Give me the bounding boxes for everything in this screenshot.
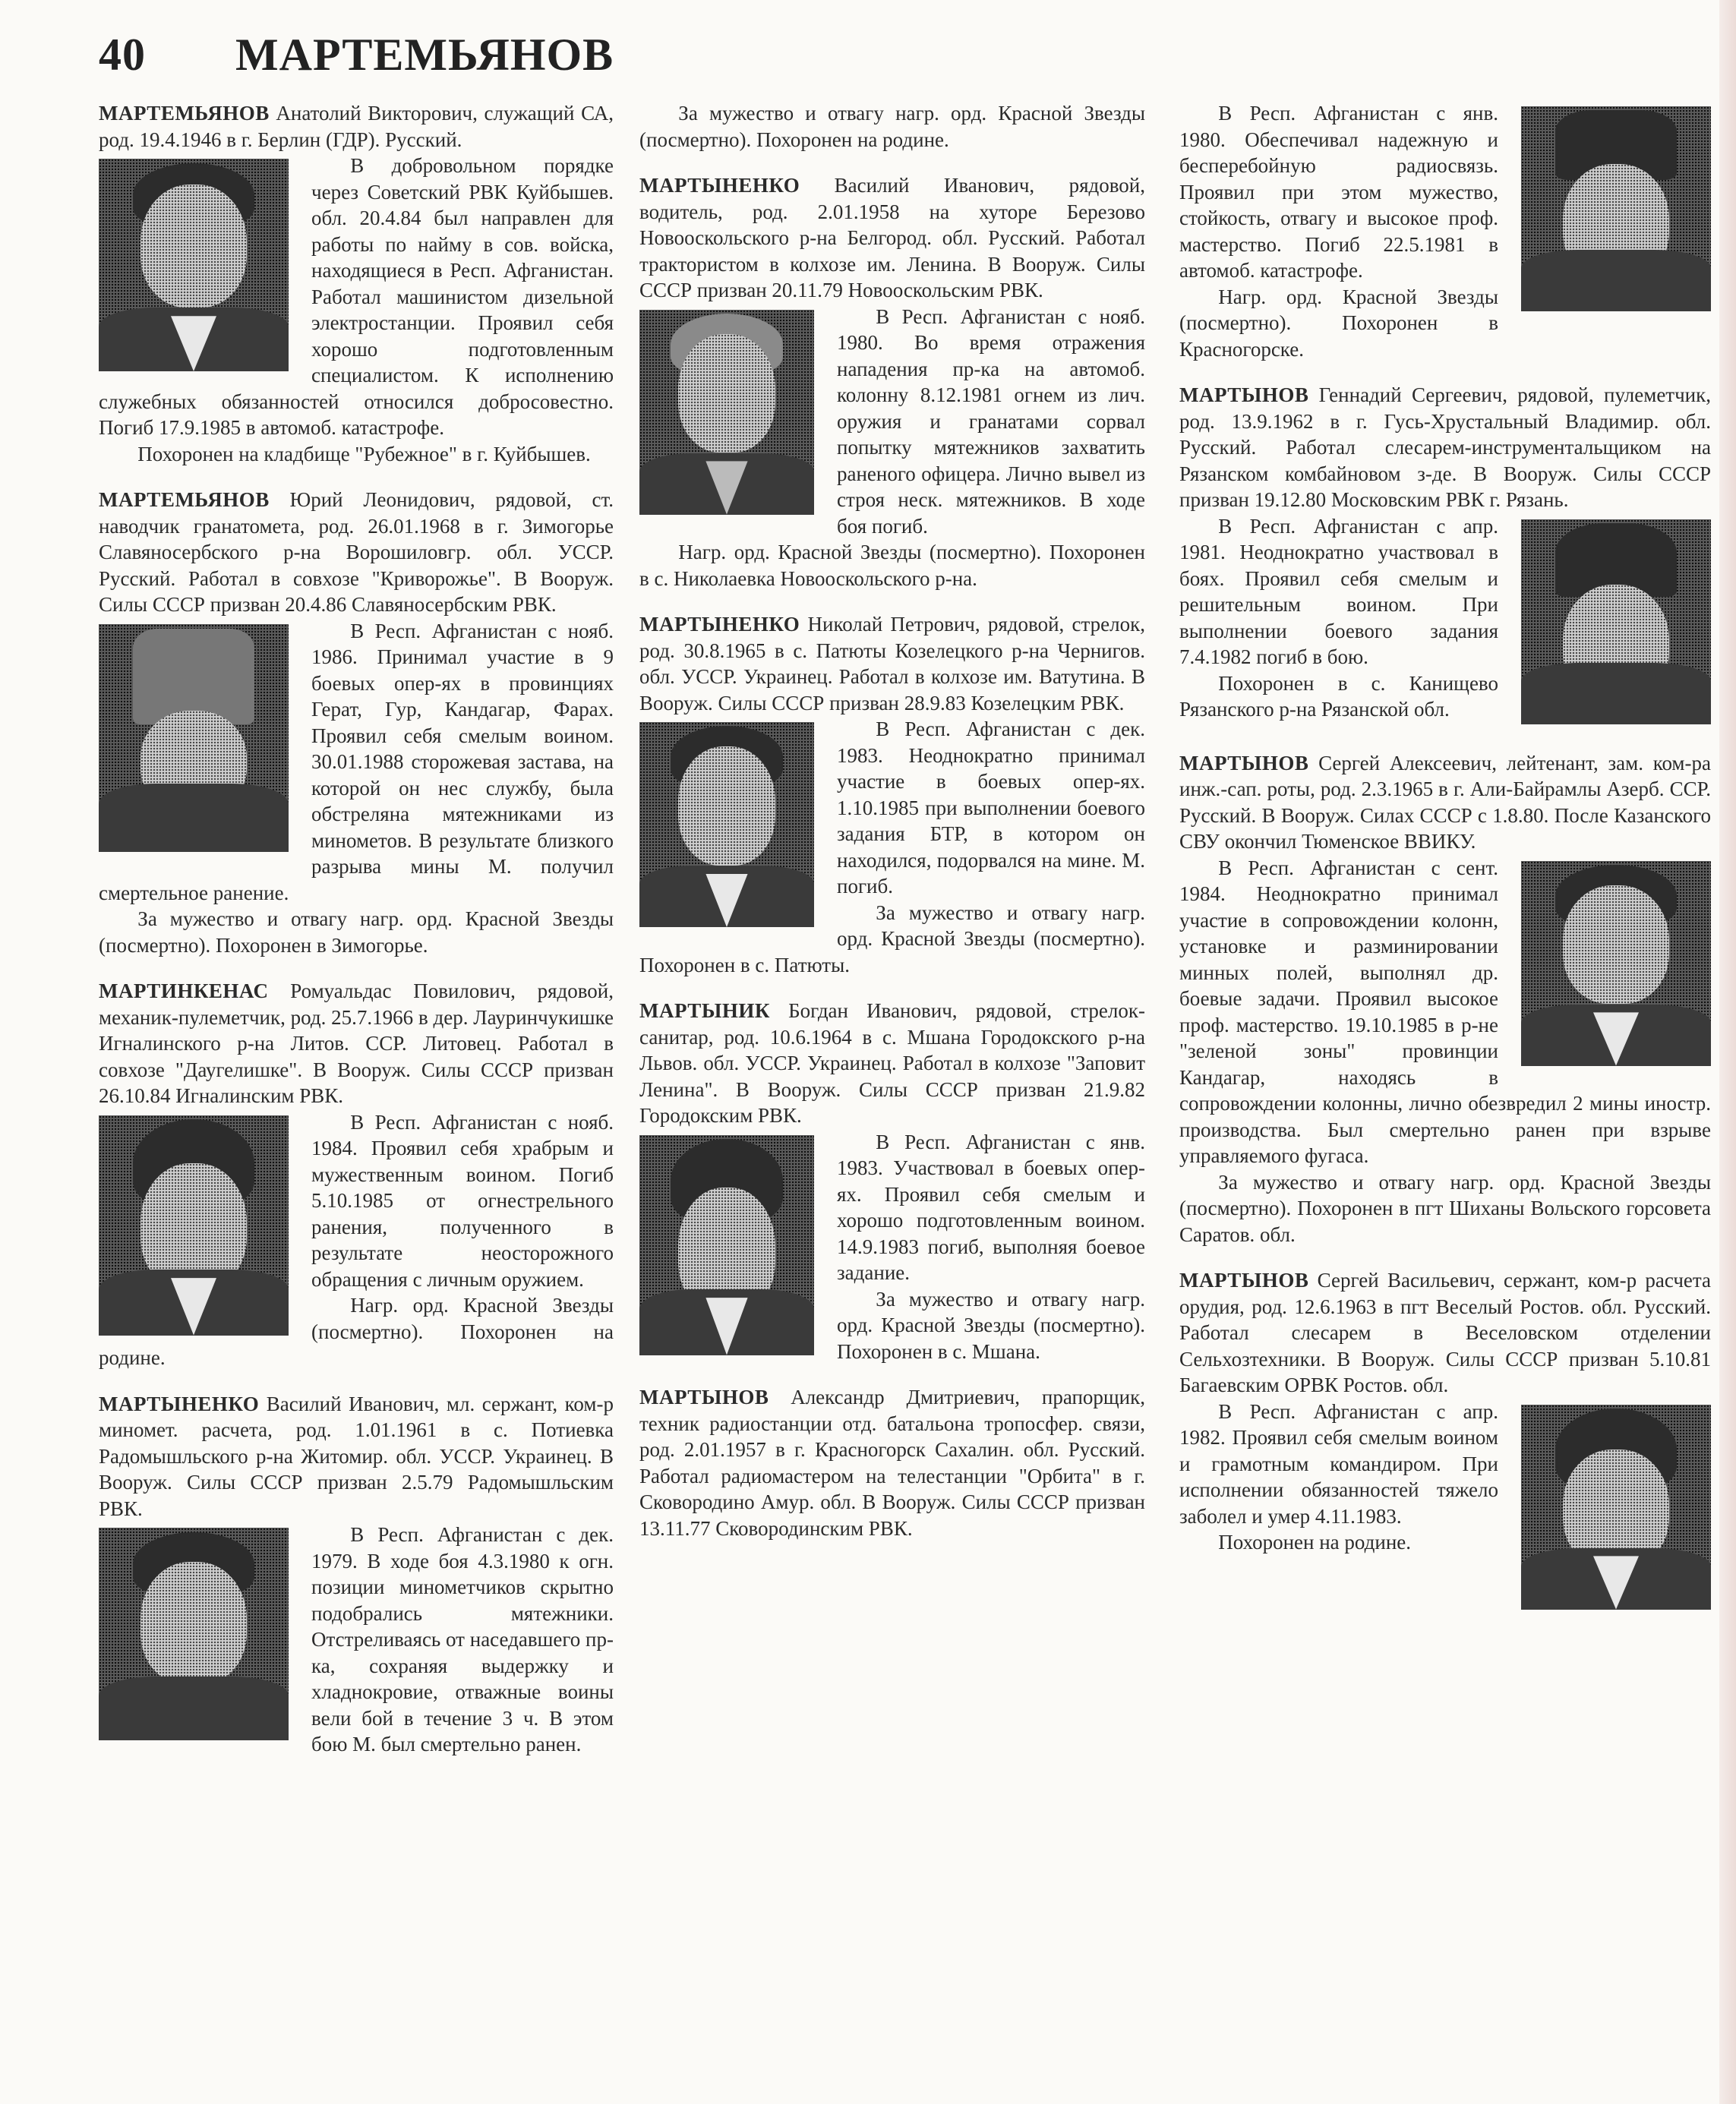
entry-lead: Николай Петрович, рядовой, стрелок, род. 30.8.1965 в с. Патюты Козелецкого р-на Чернигов. обл. УССР. Украинец. Работал в колхозе им. Ватутина. В Вооруж. Силы СССР призван 28.9.83 Козелецким РВК.	[639, 613, 1145, 714]
entry-paragraph: За мужество и отвагу нагр. орд. Красной Звезды (посмертно). Похоронен в пгт Шиханы Вольского горсовета Саратов. обл.	[1179, 1170, 1711, 1246]
entry-paragraph: В Респ. Афганистан с сент. 1984. Неоднократно принимал участие в сопровождении колонн, установке и разминировании минных полей, выполнял др. боевые задачи. Проявил высокое проф. мастерство. 19.10.1985 в р-не "зеленой зоны" провинции Кандагар, находясь в сопровождении колонны, лично обезвредил 2 мины иностр. производства. Был смертельно ранен при взрыве управляемого фугаса.	[1179, 856, 1711, 1167]
entry-paragraph: За мужество и отвагу нагр. орд. Красной Звезды (посмертно). Похоронен в с. Патюты.	[639, 901, 1145, 976]
entry-paragraph: Нагр. орд. Красной Звезды (посмертно). Похоронен на родине.	[99, 1294, 614, 1369]
portrait-photo	[639, 310, 814, 515]
page-edge	[1719, 0, 1736, 2104]
entry-surname: МАРТЕМЬЯНОВ	[99, 488, 270, 511]
entry-paragraph: Похоронен на кладбище "Рубежное" в г. Куйбышев.	[137, 442, 591, 465]
portrait-photo	[1521, 519, 1711, 724]
entry-surname: МАРТЫНЕНКО	[639, 613, 800, 636]
entry-paragraph: Нагр. орд. Красной Звезды (посмертно). Похоронен в Красногорске.	[1179, 285, 1498, 361]
entry-8	[1179, 382, 1711, 730]
entry-9	[1179, 750, 1711, 1248]
entry-lead: Василий Иванович, рядовой, водитель, род. 2.01.1958 на хуторе Березово Новооскольского р-на Белгород. обл. Русский. Работал трактористом в колхозе им. Ленина. В Вооруж. Силы СССР призван 20.11.79 Новооскольским РВК.	[639, 174, 1145, 301]
entry-lead: Сергей Васильевич, сержант, ком-р расчета орудия, род. 12.6.1963 в пгт Веселый Ростов. обл. Русский. Работал слесарем в Веселовском отделении Сельхозтехники. В Вооруж. Силы СССР призван 5.10.81 Багаевским ОРВК Ростов. обл.	[1179, 1269, 1711, 1396]
portrait-photo	[1521, 861, 1711, 1066]
entry-3-continued	[639, 100, 1145, 153]
portrait-photo	[1521, 1405, 1711, 1610]
entry-paragraph: В Респ. Афганистан с нояб. 1980. Во время отражения нападения пр-ка на автомоб. колонну 8.12.1981 огнем из лич. оружия и гранатами сорвал попытку мятежников захватить раненого офицера. Лично вывел из строя неск. мятежников. В ходе боя погиб.	[837, 304, 1145, 538]
entry-surname: МАРТЫНОВ	[1179, 383, 1309, 406]
portrait-photo	[639, 1135, 814, 1355]
column-3	[1179, 100, 1711, 1636]
entry-surname: МАРТЫНОВ	[1179, 1269, 1309, 1292]
entry-7-continued	[1179, 100, 1711, 362]
portrait-photo	[99, 1115, 289, 1336]
entry-paragraph: В Респ. Афганистан с нояб. 1984. Проявил себя храбрым и мужественным воином. Погиб 5.10.1985 от огнестрельного ранения, полученного в результате неосторожного обращения с личным оружием.	[311, 1110, 614, 1291]
entry-paragraph: Похоронен на родине.	[1218, 1531, 1412, 1554]
entry-4	[639, 172, 1145, 591]
entry-paragraph: Похоронен в с. Канищево Рязанского р-на Рязанской обл.	[1179, 671, 1498, 721]
entry-paragraph: В Респ. Афганистан с апр. 1981. Неоднократно участвовал в боях. Проявил себя смелым и решительным воином. При выполнении боевого задания 7.4.1982 погиб в бою.	[1179, 514, 1498, 668]
entry-paragraph: В Респ. Афганистан с дек. 1979. В ходе боя 4.3.1980 к огн. позиции минометчиков скрытно подобрались мятежники. Отстреливаясь от наседавшего пр-ка, сохраняя выдержку и хладнокровие, отважные воины вели бой в течение 3 ч. В этом бою М. был смертельно ранен.	[311, 1523, 614, 1755]
entry-6	[639, 998, 1145, 1364]
entry-lead: Александр Дмитриевич, прапорщик, техник радиостанции отд. батальона тропосфер. связи, род. 2.01.1957 в г. Красногорск Сахалин. обл. Русский. Работал радиомастером на телестанции "Орбита" в г. Сковородино Амур. обл. В Вооруж. Силы СССР призван 13.11.77 Сковородинским РВК.	[639, 1386, 1145, 1540]
entry-paragraph: В Респ. Афганистан с дек. 1983. Неоднократно принимал участие в боевых опер-ях. 1.10.1985 при выполнении боевого задания БТР, в котором он находился, подорвался на мине. М. погиб.	[837, 718, 1145, 897]
column-1	[99, 100, 614, 1778]
entry-paragraph: Нагр. орд. Красной Звезды (посмертно). Похоронен в с. Николаевка Новооскольского р-на.	[639, 541, 1145, 590]
entry-lead: Геннадий Сергеевич, рядовой, пулеметчик, род. 13.9.1962 в г. Гусь-Хрустальный Владимир. обл. Русский. Работал слесарем-инструментальщиком на Рязанском комбайновом з-де. В Вооруж. Силы СССР призван 19.12.80 Московским РВК г. Рязань.	[1179, 383, 1711, 511]
entry-surname: МАРТЫНЕНКО	[99, 1392, 260, 1415]
entry-lead: Ромуальдас Повилович, рядовой, механик-пулеметчик, род. 25.7.1966 в дер. Лауринчукишке Игналинского р-на Литов. ССР. Литовец. Работал в совхозе "Даугелишке". В Вооруж. Силы СССР призван 26.10.84 Игналинским РВК.	[99, 979, 614, 1107]
entry-paragraph: В Респ. Афганистан с апр. 1982. Проявил себя смелым воином и грамотным командиром. При исполнении обязанностей тяжело заболел и умер 4.11.1983.	[1179, 1399, 1498, 1528]
entry-lead: Богдан Иванович, рядовой, стрелок-санитар, род. 10.6.1964 в с. Мшана Городокского р-на Львов. обл. УССР. Украинец. Работал в колхозе "Заповит Ленина". В Вооруж. Силы СССР призван 21.9.82 Городокским РВК.	[639, 999, 1145, 1127]
entry-paragraph: За мужество и отвагу нагр. орд. Красной Звезды (посмертно). Похоронен в с. Мшана.	[837, 1287, 1145, 1363]
entry-paragraph: В Респ. Афганистан с нояб. 1986. Принимал участие в 9 боевых опер-ях в провинциях Герат, Гур, Кандагар, Фарах. Проявил себя смелым воином. 30.01.1988 сторожевая застава, на которой он нес службу, была обстреляна мятежниками из минометов. В результате близкого разрыва мины М. получил смертельное ранение.	[99, 619, 614, 904]
entry-paragraph: В Респ. Афганистан с янв. 1983. Участвовал в боевых опер-ях. Проявил себя смелым и хорошо подготовленным воином. 14.9.1983 погиб, выполняя боевое задание.	[837, 1130, 1145, 1284]
entry-surname: МАРТЕМЬЯНОВ	[99, 102, 270, 125]
entry-surname: МАРТЫНОВ	[639, 1386, 769, 1408]
entry-paragraph: В Респ. Афганистан с янв. 1980. Обеспечивал надежную и бесперебойную радиосвязь. Проявил при этом мужество, стойкость, отвагу и высокое проф. мастерство. Погиб 22.5.1981 в автомоб. катастрофе.	[1179, 102, 1498, 282]
entry-lead: Юрий Леонидович, рядовой, ст. наводчик гранатомета, род. 26.01.1968 в г. Зимогорье Славяносербского р-на Ворошиловгр. обл. УССР. Русский. Работал в совхозе "Криворожье". В Вооруж. Силы СССР призван 20.4.86 Славяносербским РВК.	[99, 488, 614, 616]
portrait-photo	[99, 159, 289, 371]
entry-surname: МАРТЫНОВ	[1179, 751, 1309, 774]
entry-2	[99, 978, 614, 1371]
entry-3	[99, 1391, 614, 1758]
entry-paragraph: За мужество и отвагу нагр. орд. Красной Звезды (посмертно). Похоронен на родине.	[639, 102, 1145, 151]
portrait-photo	[99, 624, 289, 852]
portrait-photo	[639, 722, 814, 927]
entry-surname: МАРТЫНИК	[639, 999, 770, 1022]
column-2	[639, 100, 1145, 1561]
entry-7	[639, 1384, 1145, 1541]
entry-10	[1179, 1267, 1711, 1616]
entry-paragraph: За мужество и отвагу нагр. орд. Красной Звезды (посмертно). Похоронен в Зимогорье.	[99, 907, 614, 957]
page-number: 40	[99, 30, 146, 80]
page-header	[99, 29, 614, 81]
entry-5	[639, 611, 1145, 978]
entry-surname: МАРТИНКЕНАС	[99, 979, 269, 1002]
entry-paragraph: В добровольном порядке через Советский РВК Куйбышев. обл. 20.4.84 был направлен для работы по найму в сов. войска, находящиеся в Респ. Афганистан. Работал машинистом дизельной электростанции. Проявил себя хорошо подготовленным специалистом. К исполнению служебных обязанностей относился добросовестно. Погиб 17.9.1985 в автомоб. катастрофе.	[99, 154, 614, 439]
portrait-photo	[99, 1528, 289, 1740]
entry-1	[99, 487, 614, 958]
entry-surname: МАРТЫНЕНКО	[639, 174, 800, 197]
entry-lead: Василий Иванович, мл. сержант, ком-р миномет. расчета, род. 1.01.1961 в с. Потиевка Радомышльского р-на Житомир. обл. УССР. Украинец. В Вооруж. Силы СССР призван 2.5.79 Радомышльским РВК.	[99, 1392, 614, 1520]
portrait-photo	[1521, 106, 1711, 311]
running-head: МАРТЕМЬЯНОВ	[235, 30, 614, 80]
entry-lead: Анатолий Викторович, служащий СА, род. 19.4.1946 в г. Берлин (ГДР). Русский.	[99, 102, 614, 151]
entry-lead: Сергей Алексеевич, лейтенант, зам. ком-ра инж.-сап. роты, род. 2.3.1965 в г. Али-Байрамлы Азерб. ССР. Русский. В Вооруж. Силах СССР с 1.8.80. После Казанского СВУ окончил Тюменское ВВИКУ.	[1179, 751, 1711, 853]
entry-0	[99, 100, 614, 467]
